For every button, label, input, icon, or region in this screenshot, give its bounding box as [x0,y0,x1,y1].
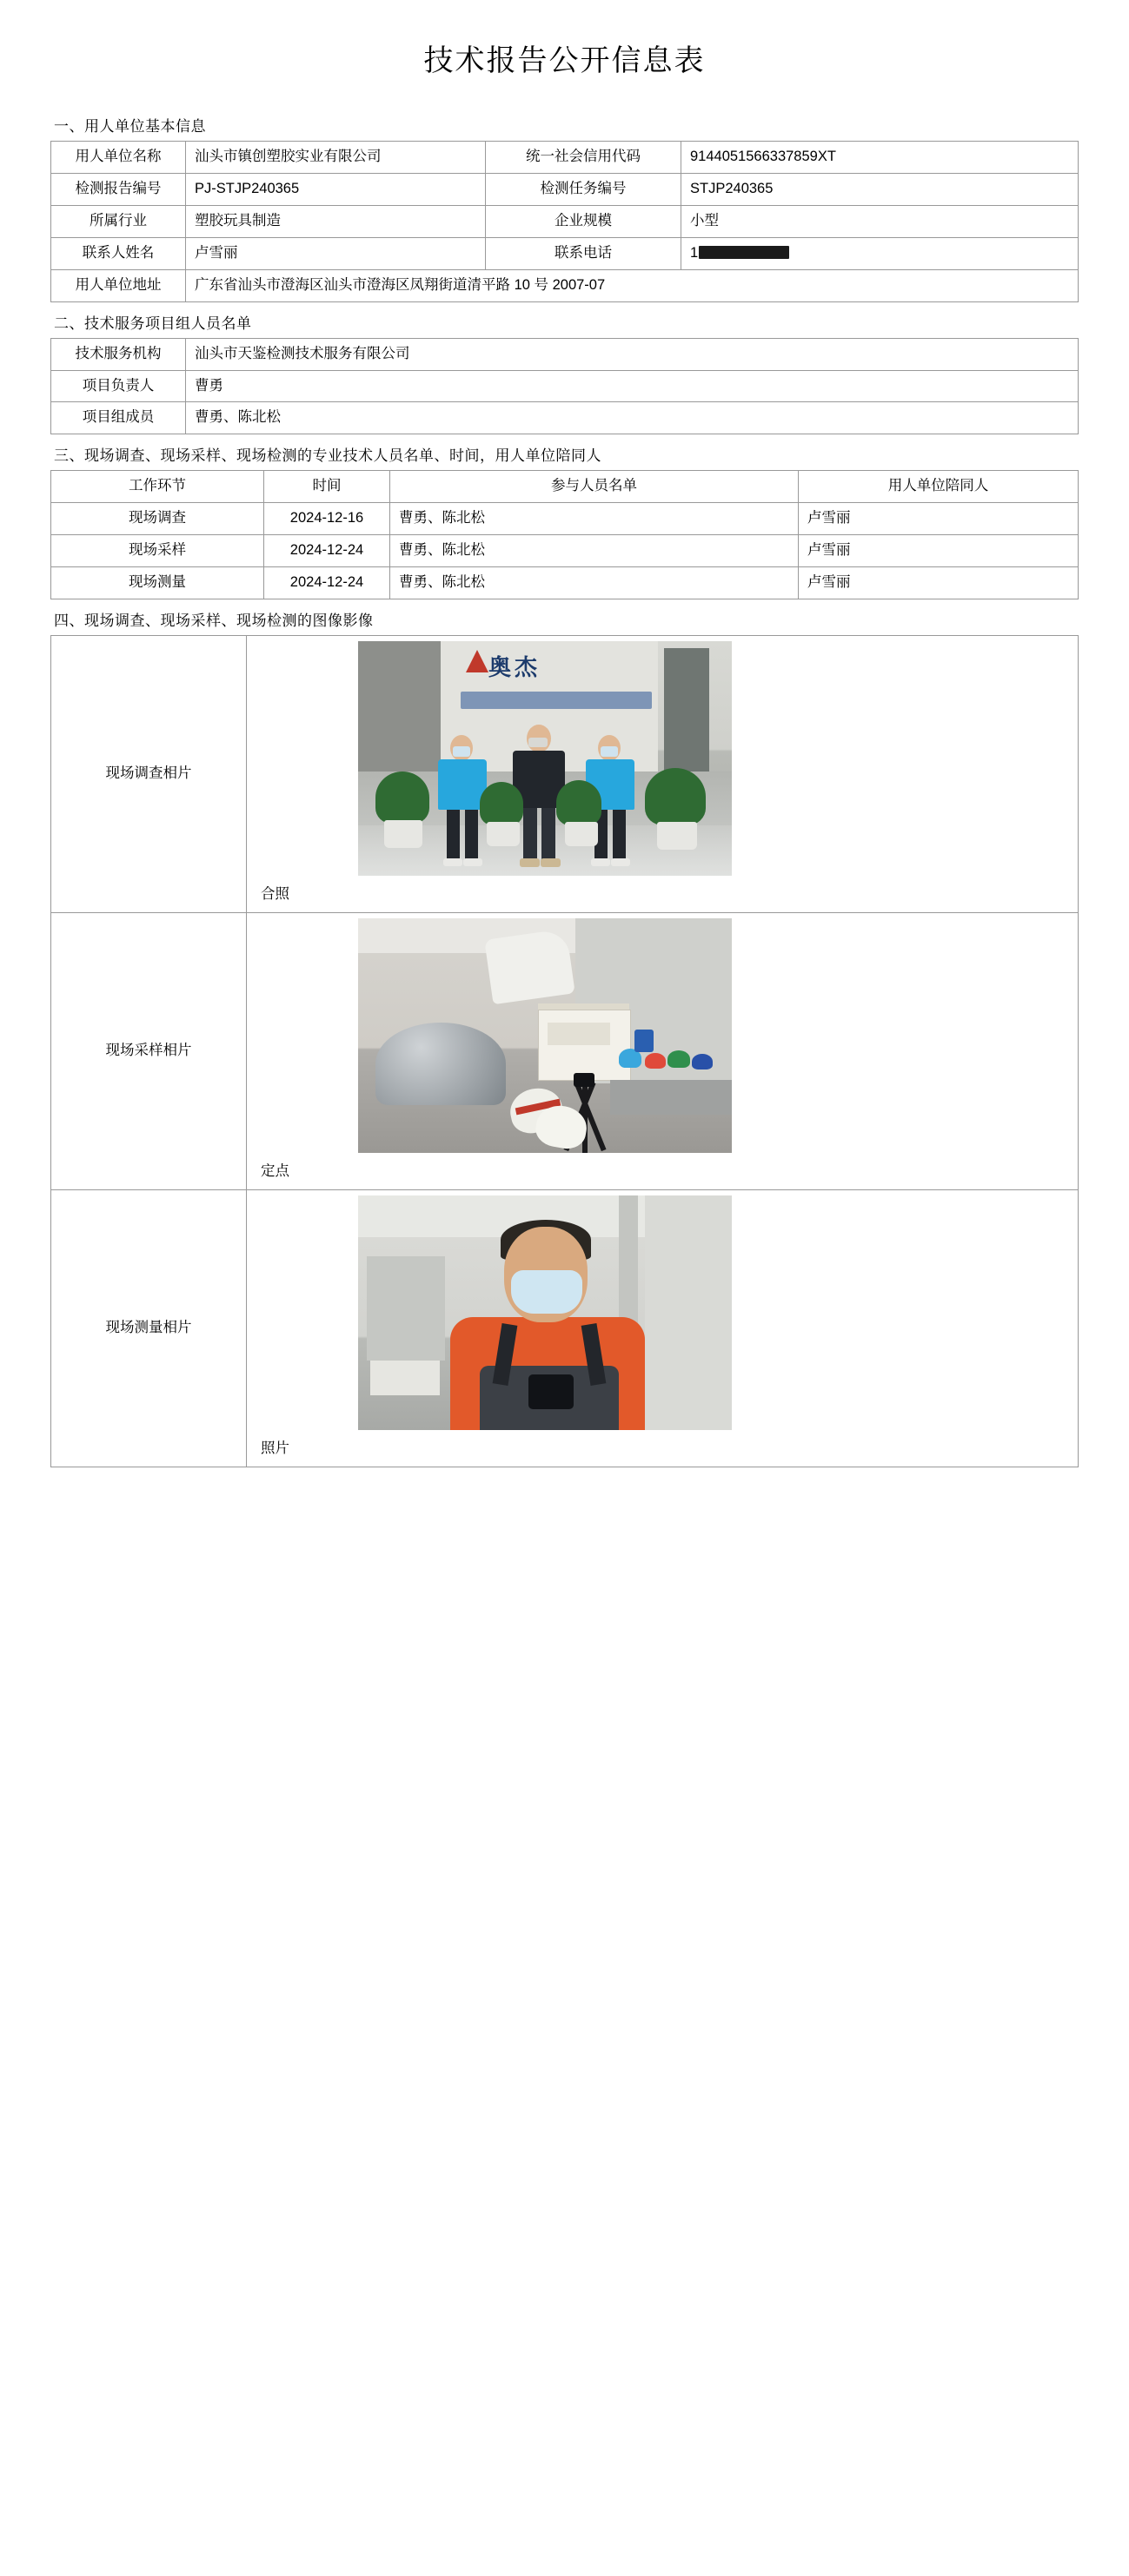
field-label: 技术服务机构 [51,338,186,370]
field-value: 塑胶玩具制造 [186,205,486,237]
field-value: 广东省汕头市澄海区汕头市澄海区凤翔街道清平路 10 号 2007-07 [186,269,1079,301]
field-value: PJ-STJP240365 [186,173,486,205]
table-row [51,269,1079,301]
column-header: 时间 [264,471,390,503]
cell-date: 2024-12-24 [264,567,390,599]
field-label: 用人单位地址 [51,269,186,301]
table-header-row [51,471,1079,503]
photo-cell [247,912,1079,1189]
field-label: 项目负责人 [51,370,186,402]
site-sampling-photo [358,918,732,1153]
section-heading-3: 三、现场调查、现场采样、现场检测的专业技术人员名单、时间，用人单位陪同人 [54,447,601,465]
photos-table [50,635,1079,1467]
field-value: 9144051566337859XT [681,142,1079,174]
column-header: 参与人员名单 [390,471,799,503]
cell-accompanier: 卢雪丽 [799,567,1079,599]
cell-date: 2024-12-16 [264,503,390,535]
photo-label: 现场采样相片 [51,912,247,1189]
photo-caption: 定点 [261,1162,289,1179]
cell-accompanier: 卢雪丽 [799,535,1079,567]
cell-accompanier: 卢雪丽 [799,503,1079,535]
field-label: 检测任务编号 [486,173,681,205]
table-row [51,370,1079,402]
field-label: 统一社会信用代码 [486,142,681,174]
cell-stage: 现场测量 [51,567,264,599]
table-row [51,535,1079,567]
cell-participants: 曹勇、陈北松 [390,503,799,535]
field-value: 小型 [681,205,1079,237]
section-heading-2: 二、技术服务项目组人员名单 [54,315,252,332]
cell-date: 2024-12-24 [264,535,390,567]
field-value: 汕头市天鉴检测技术服务有限公司 [186,338,1079,370]
redaction-bar [699,246,789,259]
field-label: 检测报告编号 [51,173,186,205]
photo-cell [247,636,1079,913]
table-row [51,142,1079,174]
column-header: 用人单位陪同人 [799,471,1079,503]
field-label: 所属行业 [51,205,186,237]
photo-caption: 合照 [261,886,289,903]
photo-cell [247,1189,1079,1467]
field-value: STJP240365 [681,173,1079,205]
photo-row-measurement [51,1189,1079,1467]
photo-row-sampling [51,912,1079,1189]
cell-participants: 曹勇、陈北松 [390,535,799,567]
photo-caption: 照片 [261,1440,289,1456]
phone-prefix: 1 [690,244,699,261]
table-row [51,567,1079,599]
photo-label: 现场调查相片 [51,636,247,913]
field-work-table [50,470,1079,599]
field-label: 项目组成员 [51,402,186,434]
field-label: 联系人姓名 [51,237,186,269]
page-title: 技术报告公开信息表 [423,44,706,77]
photo-row-survey [51,636,1079,913]
cell-stage: 现场采样 [51,535,264,567]
section-heading-1: 一、用人单位基本信息 [54,118,206,135]
field-value: 汕头市镇创塑胶实业有限公司 [186,142,486,174]
field-label: 用人单位名称 [51,142,186,174]
field-value: 曹勇 [186,370,1079,402]
table-row [51,205,1079,237]
table-row [51,237,1079,269]
cell-stage: 现场调查 [51,503,264,535]
site-survey-photo: 奥杰 [358,641,732,876]
photo-label: 现场测量相片 [51,1189,247,1467]
table-row [51,503,1079,535]
field-label: 联系电话 [486,237,681,269]
field-value: 卢雪丽 [186,237,486,269]
column-header: 工作环节 [51,471,264,503]
cell-participants: 曹勇、陈北松 [390,567,799,599]
employer-info-table [50,141,1079,302]
field-label: 企业规模 [486,205,681,237]
field-value-redacted [681,237,1079,269]
table-row [51,338,1079,370]
site-measurement-photo [358,1195,732,1430]
table-row [51,173,1079,205]
field-value: 曹勇、陈北松 [186,402,1079,434]
project-team-table [50,338,1079,435]
section-heading-4: 四、现场调查、现场采样、现场检测的图像影像 [54,613,374,630]
table-row [51,402,1079,434]
